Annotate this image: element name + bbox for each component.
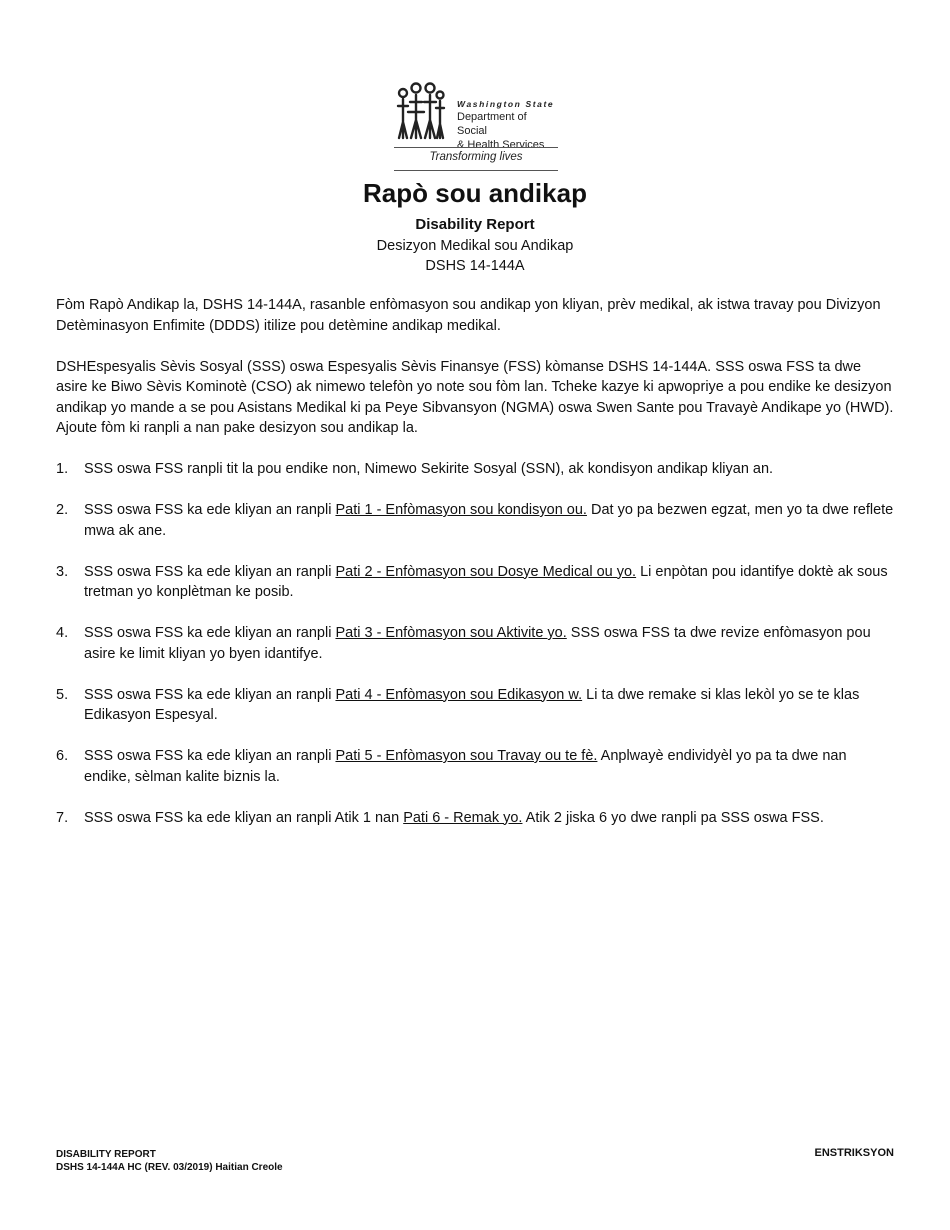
instructions-body — [56, 295, 896, 849]
list-item: 2. SSS oswa FSS ka ede kliyan an ranpli Pati 1 - Enfòmasyon sou kondisyon ou. Dat yo pa bezwen egzat, men yo ta dwe reflete mwa ak ane. — [56, 502, 894, 539]
form-number: DSHS 14-144A — [425, 258, 525, 274]
part-6-reference: Pati 6 - Remak yo. — [403, 809, 523, 826]
list-item: 5. SSS oswa FSS ka ede kliyan an ranpli Pati 4 - Enfòmasyon sou Edikasyon w. Li ta dwe remake si klas lekòl yo se te klas Edikasyon Espesyal. — [56, 686, 860, 723]
form-purpose: Desizyon Medikal sou Andikap — [376, 238, 574, 254]
list-item: 4. SSS oswa FSS ka ede kliyan an ranpli Pati 3 - Enfòmasyon sou Aktivite yo. SSS oswa FSS ta dwe revize enfòmasyon pou asire ke limit kliyan yo byen idantifye. — [56, 625, 871, 662]
footer-form-id: DISABILITY REPORT DSHS 14-144A HC (REV. 03/2019) Haitian Creole — [56, 1149, 283, 1173]
list-item: 3. SSS oswa FSS ka ede kliyan an ranpli Pati 2 - Enfòmasyon sou Dosye Medical ou yo. Li enpòtan pou idantifye doktè ak sous tretman yo konplètman ke posib. — [56, 563, 888, 600]
logo-divider-bottom — [394, 170, 558, 171]
title-block — [0, 176, 950, 276]
part-3-reference: Pati 3 - Enfòmasyon sou Aktivite yo. — [335, 625, 567, 641]
washington-state-text: Washington State — [457, 99, 555, 109]
list-item: 6. SSS oswa FSS ka ede kliyan an ranpli Pati 5 - Enfòmasyon sou Travay ou te fè. Anplwayè endividyèl yo pa ta dwe nan endike, sèlman kalite biznis la. — [56, 748, 847, 785]
list-item: 7. SSS oswa FSS ka ede kliyan an ranpli Atik 1 nan Pati 6 - Remak yo. Atik 2 jiska 6 yo dwe ranpli pa SSS oswa FSS. — [56, 809, 824, 826]
page-subtitle: Disability Report — [415, 216, 535, 233]
list-item: 1. SSS oswa FSS ranpli tit la pou endike non, Nimewo Sekirite Sosyal (SSN), ak kondisyon andikap kliyan an. — [56, 461, 774, 477]
logo-divider-top — [394, 147, 558, 148]
logo-tagline: Transforming lives — [429, 151, 523, 163]
department-name: Department of Social & Health Services — [457, 111, 545, 151]
page-title: Rapò sou andikap — [363, 178, 587, 208]
part-5-reference: Pati 5 - Enfòmasyon sou Travay ou te fè. — [335, 748, 598, 764]
instruction-list — [56, 459, 896, 828]
dshs-logo — [394, 82, 558, 174]
part-2-reference: Pati 2 - Enfòmasyon sou Dosye Medical ou yo. — [335, 563, 637, 580]
part-1-reference: Pati 1 - Enfòmasyon sou kondisyon ou. — [335, 502, 587, 518]
process-paragraph: DSHEspesyalis Sèvis Sosyal (SSS) oswa Espesyalis Sèvis Finansye (FSS) kòmanse DSHS 14-144A. SSS oswa FSS ta dwe asire ke Biwo Sèvis Kominotè (CSO) ak nimewo telefòn yo note sou fòm lan. Tcheke kazye ki apwopriye a pou endike ke desizyon andikap yo mande a se pou Asistans Medikal ki pa Peye Sibvansyon (NGMA) oswa Swen Sante pou Travayè Andikape yo (HWD). Ajoute fòm ki ranpli a nan pake desizyon sou andikap la. — [56, 358, 894, 436]
footer-section-label: ENSTRIKSYON — [814, 1147, 894, 1159]
part-4-reference: Pati 4 - Enfòmasyon sou Edikasyon w. — [335, 686, 583, 703]
dshs-people-logo-icon — [394, 82, 446, 140]
intro-paragraph: Fòm Rapò Andikap la, DSHS 14-144A, rasanble enfòmasyon sou andikap yon kliyan, prèv medikal, ak istwa travay pou Divizyon Detèminasyon Enfimite (DDDS) itilize pou detèmine andikap medikal. — [56, 297, 881, 334]
